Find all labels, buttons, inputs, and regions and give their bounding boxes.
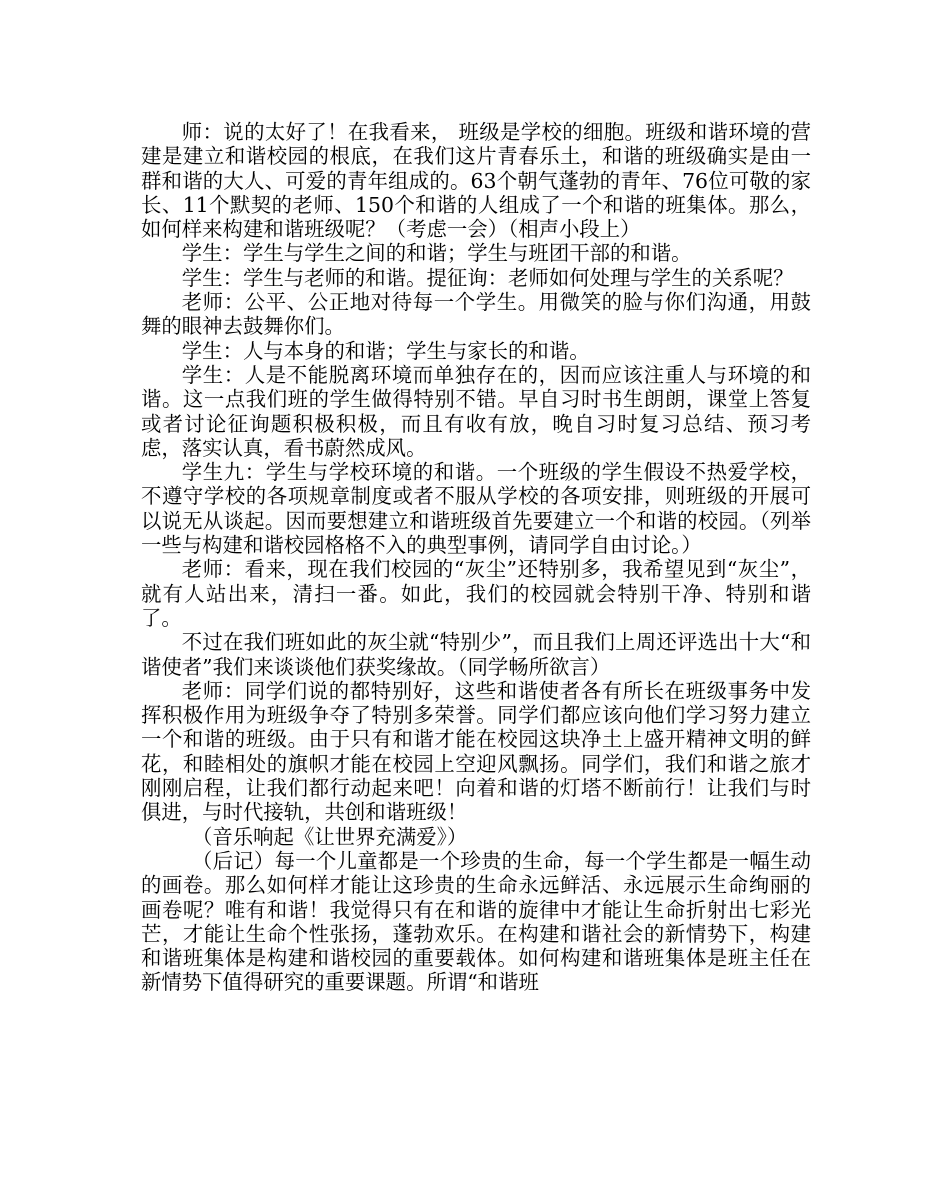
paragraph-harmony-envoys: 不过在我们班如此的灰尘就“特别少”，而且我们上周还评选出十大“和谐使者”我们来谈谈他们获奖缘故。（同学畅所欲言） — [141, 630, 811, 679]
paragraph-teacher-dust: 老师：看来，现在我们校园的“灰尘”还特别多，我希望见到“灰尘”，就有人站出来，清扫一番。如此，我们的校园就会特别干净、特别和谐了。 — [141, 557, 811, 630]
paragraph-student-4: 学生：人是不能脱离环境而单独存在的，因而应该注重人与环境的和谐。这一点我们班的学生做得特别不错。早自习时书生朗朗，课堂上答复或者讨论征询题积极积极，而且有收有放，晚自习时复习总结、预习考虑，落实认真，看书蔚然成风。 — [141, 362, 811, 460]
paragraph-music-cue: （音乐响起《让世界充满爱》） — [192, 824, 468, 849]
paragraph-student-nine: 学生九：学生与学校环境的和谐。一个班级的学生假设不热爱学校，不遵守学校的各项规章制度或者不服从学校的各项安排，则班级的开展可以说无从谈起。因而要想建立和谐班级首先要建立一个和谐的校园。（列举一些与构建和谐校园格格不入的典型事例，请同学自由讨论。） — [141, 460, 811, 558]
paragraph-student-3: 学生：人与本身的和谐；学生与家长的和谐。 — [181, 338, 590, 363]
paragraph-teacher-intro: 师：说的太好了！在我看来， 班级是学校的细胞。班级和谐环境的营建是建立和谐校园的根底，在我们这片青春乐土，和谐的班级确实是由一群和谐的大人、可爱的青年组成的。63个朝气蓬勃的青年、76位可敬的家长、11个默契的老师、150个和谐的人组成了一个和谐的班集体。那么，如何样来构建和谐班级呢？（考虑一会）（相声小段上） — [141, 120, 811, 242]
paragraph-teacher-reply: 老师：公平、公正地对待每一个学生。用微笑的脸与你们沟通，用鼓舞的眼神去鼓舞你们。 — [141, 290, 811, 339]
paragraph-student-1: 学生：学生与学生之间的和谐；学生与班团干部的和谐。 — [181, 241, 692, 266]
paragraph-postscript: （后记）每一个儿童都是一个珍贵的生命，每一个学生都是一幅生动的画卷。那么如何样才能让这珍贵的生命永远鲜活、永远展示生命绚丽的画卷呢？唯有和谐！我觉得只有在和谐的旋律中才能让生命折射出七彩光芒，才能让生命个性张扬，蓬勃欢乐。在构建和谐社会的新情势下，构建和谐班集体是构建和谐校园的重要载体。如何构建和谐班集体是班主任在新情势下值得研究的重要课题。所谓“和谐班 — [141, 848, 811, 995]
paragraph-student-2: 学生：学生与老师的和谐。提征询：老师如何处理与学生的关系呢？ — [181, 265, 794, 290]
document-page — [141, 120, 811, 995]
paragraph-teacher-closing: 老师：同学们说的都特别好，这些和谐使者各有所长在班级事务中发挥积极作用为班级争夺了特别多荣誉。同学们都应该向他们学习努力建立一个和谐的班级。由于只有和谐才能在校园这块净土上盛开精神文明的鲜花，和睦相处的旗帜才能在校园上空迎风飘扬。同学们，我们和谐之旅才刚刚启程，让我们都行动起来吧！向着和谐的灯塔不断前行！让我们与时俱进，与时代接轨，共创和谐班级！ — [141, 678, 811, 825]
